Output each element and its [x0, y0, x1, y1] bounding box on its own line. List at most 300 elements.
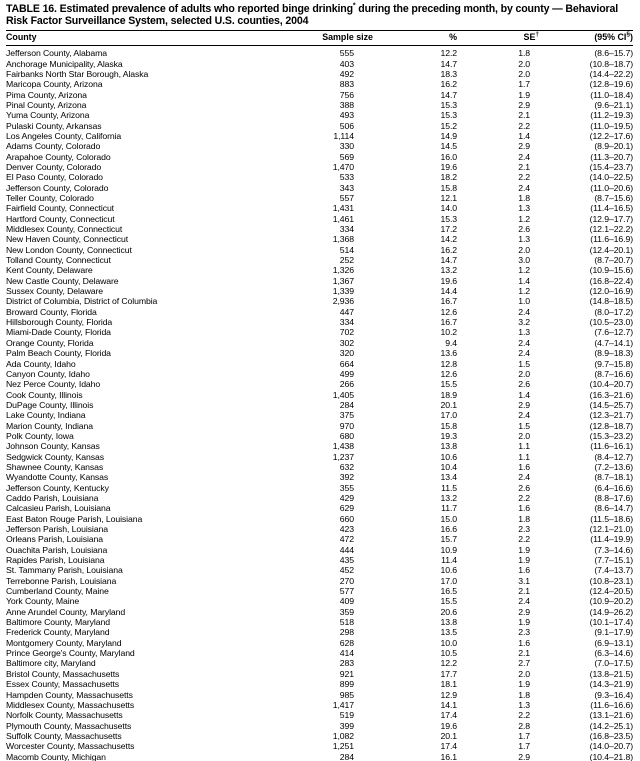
cell-se: 1.2: [518, 286, 530, 297]
cell-sample_size: 444: [339, 544, 354, 555]
cell-sample_size: 970: [339, 420, 354, 431]
table-row: [6, 607, 633, 617]
table-row: [6, 441, 633, 451]
cell-sample_size: 506: [339, 120, 354, 131]
cell-county: New London County, Connecticut: [6, 244, 132, 255]
cell-ci: (14.9–26.2): [589, 606, 633, 617]
cell-pct: 18.9: [440, 389, 457, 400]
column-header-county: County: [6, 31, 311, 46]
cell-sample_size: 493: [339, 110, 354, 121]
cell-se: 2.2: [518, 120, 530, 131]
cell-pct: 14.2: [440, 234, 457, 245]
cell-county: Shawnee County, Kansas: [6, 461, 104, 472]
cell-sample_size: 270: [339, 575, 354, 586]
cell-county: Pulaski County, Arkansas: [6, 120, 102, 131]
cell-pct: 10.4: [440, 461, 457, 472]
cell-ci: (10.1–17.4): [589, 617, 633, 628]
cell-county: Wyandotte County, Kansas: [6, 472, 109, 483]
cell-se: 3.1: [518, 575, 530, 586]
cell-ci: (11.0–19.5): [590, 120, 633, 131]
cell-se: 1.6: [518, 565, 530, 576]
table-row: [6, 46, 633, 59]
cell-ci: (8.7–18.1): [594, 472, 633, 483]
cell-se: 1.2: [518, 213, 530, 224]
cell-ci: (11.6–16.1): [590, 441, 633, 452]
cell-sample_size: 409: [339, 596, 354, 607]
cell-se: 1.8: [518, 193, 530, 203]
cell-sample_size: 1,237: [332, 451, 354, 462]
cell-county: Suffolk County, Massachusetts: [6, 730, 122, 741]
cell-ci: (12.9–17.7): [589, 213, 633, 224]
cell-pct: 13.2: [440, 492, 457, 503]
cell-se: 2.3: [518, 627, 530, 638]
cell-pct: 10.9: [440, 544, 457, 555]
cell-pct: 13.4: [440, 472, 457, 483]
cell-pct: 17.4: [440, 741, 457, 752]
cell-se: 1.9: [518, 555, 530, 566]
cell-pct: 10.2: [440, 327, 457, 338]
cell-sample_size: 514: [339, 244, 354, 255]
cell-county: Polk County, Iowa: [6, 430, 74, 441]
cell-se: 3.2: [518, 317, 530, 328]
cell-county: Montgomery County, Maryland: [6, 637, 122, 648]
cell-pct: 15.3: [440, 213, 457, 224]
cell-se: 2.4: [518, 337, 530, 348]
ci-footnote-marker: §: [626, 31, 631, 39]
cell-pct: 14.1: [440, 699, 457, 710]
table-row: [6, 710, 633, 720]
column-header-sample-size: Sample size: [311, 31, 373, 46]
table-row: [6, 700, 633, 710]
cell-ci: (11.4–19.9): [590, 534, 633, 545]
cell-county: Yuma County, Arizona: [6, 110, 90, 121]
table-row: [6, 338, 633, 348]
cell-pct: 14.7: [440, 89, 457, 100]
cell-county: Jefferson County, Alabama: [6, 48, 108, 59]
cell-ci: (8.9–18.3): [594, 348, 633, 359]
table-row: [6, 90, 633, 100]
cell-county: Ouachita Parish, Louisiana: [6, 544, 108, 555]
cell-se: 1.3: [518, 699, 530, 710]
cell-ci: (8.7–15.6): [594, 193, 633, 203]
cell-county: Pinal County, Arizona: [6, 99, 87, 110]
cell-ci: (12.8–19.6): [589, 79, 633, 90]
cell-pct: 19.6: [440, 275, 457, 286]
cell-se: 2.4: [518, 151, 530, 162]
cell-sample_size: 1,082: [332, 730, 354, 741]
cell-ci: (15.4–23.7): [589, 161, 633, 172]
cell-ci: (6.3–14.6): [594, 648, 633, 659]
table-row: [6, 162, 633, 172]
cell-pct: 16.7: [440, 296, 457, 307]
table-row: [6, 390, 633, 400]
cell-pct: 12.8: [440, 358, 457, 369]
table-row: [6, 141, 633, 151]
cell-pct: 17.4: [440, 710, 457, 721]
table-row: [6, 69, 633, 79]
table-row: [6, 462, 633, 472]
table-row: [6, 483, 633, 493]
column-header-ci: [539, 31, 633, 46]
table-row: [6, 648, 633, 658]
cell-county: East Baton Rouge Parish, Louisiana: [6, 513, 143, 524]
cell-ci: (12.1–22.2): [589, 224, 633, 235]
cell-county: Pima County, Arizona: [6, 89, 87, 100]
cell-pct: 16.1: [440, 751, 457, 761]
cell-sample_size: 1,431: [332, 203, 354, 214]
cell-se: 2.0: [518, 668, 530, 679]
cell-pct: 15.2: [440, 120, 457, 131]
table-row: [6, 658, 633, 668]
cell-pct: 20.1: [440, 730, 457, 741]
cell-pct: 16.7: [440, 317, 457, 328]
cell-se: 2.9: [518, 751, 530, 761]
cell-sample_size: 883: [339, 79, 354, 90]
cell-se: 2.9: [518, 141, 530, 152]
cell-sample_size: 435: [339, 555, 354, 566]
cell-sample_size: 899: [339, 679, 354, 690]
cell-ci: (11.0–20.6): [590, 182, 633, 193]
cell-county: Tolland County, Connecticut: [6, 255, 111, 266]
cell-sample_size: 577: [339, 586, 354, 597]
cell-sample_size: 492: [339, 68, 354, 79]
table-row: [6, 121, 633, 131]
cell-se: 3.0: [518, 255, 530, 266]
cell-county: Broward County, Florida: [6, 306, 97, 317]
cell-se: 1.0: [518, 296, 530, 307]
cell-county: Macomb County, Michigan: [6, 751, 106, 761]
table-row: [6, 545, 633, 555]
table-row: [6, 452, 633, 462]
cell-pct: 15.7: [440, 534, 457, 545]
cell-ci: (7.3–14.6): [594, 544, 633, 555]
cell-se: 1.4: [518, 275, 530, 286]
cell-county: Terrebonne Parish, Louisiana: [6, 575, 117, 586]
cell-county: Baltimore city, Maryland: [6, 658, 96, 669]
cell-se: 1.2: [518, 265, 530, 276]
cell-pct: 13.2: [440, 265, 457, 276]
cell-sample_size: 423: [339, 524, 354, 534]
cell-se: 1.7: [518, 741, 530, 752]
cell-county: Middlesex County, Connecticut: [6, 224, 123, 235]
cell-pct: 20.1: [440, 399, 457, 410]
cell-county: Calcasieu Parish, Louisiana: [6, 503, 111, 514]
cell-sample_size: 1,326: [332, 265, 354, 276]
cell-county: Teller County, Colorado: [6, 193, 94, 203]
cell-sample_size: 921: [339, 668, 354, 679]
table-row: [6, 410, 633, 420]
table-row: [6, 534, 633, 544]
cell-pct: 15.5: [440, 596, 457, 607]
cell-ci: (11.5–18.6): [590, 513, 633, 524]
table-row: [6, 276, 633, 286]
cell-sample_size: 284: [339, 751, 354, 761]
cell-pct: 16.2: [440, 79, 457, 90]
cell-se: 1.8: [518, 689, 530, 700]
table-row: [6, 79, 633, 89]
cell-ci: (8.9–20.1): [594, 141, 633, 152]
cell-se: 2.2: [518, 710, 530, 721]
cell-pct: 15.3: [440, 110, 457, 121]
cell-ci: (10.9–20.2): [589, 596, 633, 607]
cell-sample_size: 388: [339, 99, 354, 110]
cell-ci: (7.4–13.7): [594, 565, 633, 576]
cell-se: 2.4: [518, 596, 530, 607]
cell-ci: (4.7–14.1): [594, 337, 633, 348]
cell-county: Denver County, Colorado: [6, 161, 102, 172]
cell-se: 2.7: [518, 658, 530, 669]
cell-sample_size: 702: [339, 327, 354, 338]
cell-county: Orleans Parish, Louisiana: [6, 534, 103, 545]
table-row: [6, 431, 633, 441]
table-row: [6, 255, 633, 265]
cell-ci: (12.8–18.7): [589, 420, 633, 431]
cell-county: Miami-Dade County, Florida: [6, 327, 111, 338]
cell-ci: (14.2–25.1): [589, 720, 633, 731]
column-header-percent: %: [373, 31, 457, 46]
cell-se: 2.2: [518, 172, 530, 183]
cell-county: Orange County, Florida: [6, 337, 94, 348]
cell-pct: 12.6: [440, 306, 457, 317]
table-title-footnote-marker: *: [352, 2, 356, 10]
cell-ci: (8.7–16.6): [594, 368, 633, 379]
cell-se: 2.1: [518, 648, 530, 659]
cell-pct: 17.0: [440, 410, 457, 421]
cell-ci: (11.2–19.3): [590, 110, 633, 121]
cell-county: St. Tammany Parish, Louisiana: [6, 565, 123, 576]
cell-county: Frederick County, Maryland: [6, 627, 110, 638]
table-header: [6, 31, 633, 46]
cell-county: Norfolk County, Massachusetts: [6, 710, 123, 721]
table-row: [6, 617, 633, 627]
cell-pct: 17.0: [440, 575, 457, 586]
cell-county: York County, Maine: [6, 596, 80, 607]
cell-pct: 10.6: [440, 451, 457, 462]
cell-se: 2.6: [518, 224, 530, 235]
cell-se: 2.2: [518, 534, 530, 545]
cell-se: 1.1: [518, 451, 530, 462]
cell-ci: (8.6–14.7): [594, 503, 633, 514]
table-row: [6, 183, 633, 193]
cell-se: 1.6: [518, 503, 530, 514]
cell-se: 1.4: [518, 130, 530, 141]
cell-se: 1.3: [518, 234, 530, 245]
table-row: [6, 131, 633, 141]
cell-ci: (7.7–15.1): [594, 555, 633, 566]
cell-ci: (8.7–20.7): [594, 255, 633, 266]
cell-ci: (10.4–20.7): [589, 379, 633, 390]
cell-se: 2.4: [518, 472, 530, 483]
cell-se: 1.8: [518, 48, 530, 59]
cell-pct: 13.8: [440, 441, 457, 452]
table-row: [6, 627, 633, 637]
cell-sample_size: 359: [339, 606, 354, 617]
cell-pct: 13.8: [440, 617, 457, 628]
cell-sample_size: 284: [339, 399, 354, 410]
cell-se: 2.4: [518, 182, 530, 193]
cell-sample_size: 632: [339, 461, 354, 472]
table-row: [6, 721, 633, 731]
table-row: [6, 152, 633, 162]
cell-se: 2.4: [518, 306, 530, 317]
table-row: [6, 669, 633, 679]
cell-sample_size: 414: [339, 648, 354, 659]
cell-county: Caddo Parish, Louisiana: [6, 492, 99, 503]
cell-se: 2.4: [518, 348, 530, 359]
cell-se: 2.3: [518, 524, 530, 534]
cell-se: 1.5: [518, 420, 530, 431]
cell-se: 2.8: [518, 720, 530, 731]
cell-ci: (12.1–21.0): [589, 524, 633, 534]
table-header-row: [6, 31, 633, 46]
cell-county: Baltimore County, Maryland: [6, 617, 110, 628]
cell-ci: (13.1–21.6): [589, 710, 633, 721]
cell-sample_size: 343: [339, 182, 354, 193]
table-row: [6, 307, 633, 317]
table-row: [6, 576, 633, 586]
cell-pct: 10.0: [440, 637, 457, 648]
table-row: [6, 359, 633, 369]
cell-pct: 19.6: [440, 720, 457, 731]
cell-sample_size: 1,367: [332, 275, 354, 286]
cell-pct: 14.5: [440, 141, 457, 152]
cell-pct: 15.0: [440, 513, 457, 524]
table-row: [6, 596, 633, 606]
cell-ci: (8.8–17.6): [594, 492, 633, 503]
cell-se: 2.4: [518, 410, 530, 421]
cell-se: 1.7: [518, 730, 530, 741]
cell-pct: 16.6: [440, 524, 457, 534]
cell-sample_size: 403: [339, 58, 354, 69]
cell-ci: (10.4–21.8): [589, 751, 633, 761]
table-row: [6, 317, 633, 327]
cell-county: Fairfield County, Connecticut: [6, 203, 114, 214]
cell-county: Sedgwick County, Kansas: [6, 451, 104, 462]
cell-se: 2.0: [518, 68, 530, 79]
table-row: [6, 234, 633, 244]
cell-ci: (11.0–18.4): [590, 89, 633, 100]
table-row: [6, 348, 633, 358]
cell-sample_size: 399: [339, 720, 354, 731]
cell-ci: (14.8–18.5): [589, 296, 633, 307]
table-row: [6, 690, 633, 700]
cell-se: 2.9: [518, 99, 530, 110]
cell-pct: 14.4: [440, 286, 457, 297]
cell-sample_size: 1,405: [332, 389, 354, 400]
cell-se: 1.3: [518, 327, 530, 338]
cell-pct: 13.6: [440, 348, 457, 359]
cell-se: 2.9: [518, 399, 530, 410]
table-row: [6, 524, 633, 534]
cell-sample_size: 499: [339, 368, 354, 379]
cell-sample_size: 283: [339, 658, 354, 669]
cell-se: 2.0: [518, 430, 530, 441]
table-row: [6, 214, 633, 224]
cell-county: Cumberland County, Maine: [6, 586, 109, 597]
cell-county: Adams County, Colorado: [6, 141, 101, 152]
cell-county: Fairbanks North Star Borough, Alaska: [6, 68, 149, 79]
cell-se: 1.3: [518, 203, 530, 214]
cell-sample_size: 452: [339, 565, 354, 576]
cell-ci: (16.8–22.4): [589, 275, 633, 286]
cell-pct: 14.0: [440, 203, 457, 214]
cell-county: Worcester County, Massachusetts: [6, 741, 135, 752]
cell-pct: 11.4: [441, 555, 457, 566]
cell-county: Cook County, Illinois: [6, 389, 83, 400]
cell-ci: (14.3–21.9): [589, 679, 633, 690]
table-title-line2: Risk Factor Surveillance System, selected U.S. counties, 2004: [6, 14, 309, 27]
table-title-line1-post: during the preceding month, by county — Behavioral: [355, 3, 619, 15]
cell-sample_size: 680: [339, 430, 354, 441]
cell-sample_size: 1,114: [333, 130, 354, 141]
cell-ci: (7.2–13.6): [594, 461, 633, 472]
cell-pct: 9.4: [445, 337, 457, 348]
table-row: [6, 224, 633, 234]
cell-se: 1.9: [518, 617, 530, 628]
cell-sample_size: 569: [339, 151, 354, 162]
cell-pct: 17.7: [440, 668, 457, 679]
cell-ci: (16.3–21.6): [589, 389, 633, 400]
cell-ci: (11.6–16.6): [590, 699, 633, 710]
cell-county: Marion County, Indiana: [6, 420, 93, 431]
cell-sample_size: 2,936: [332, 296, 354, 307]
cell-pct: 12.2: [440, 48, 457, 59]
column-header-se: [457, 31, 539, 46]
cell-sample_size: 252: [339, 255, 354, 266]
cell-sample_size: 334: [339, 224, 354, 235]
table-row: [6, 327, 633, 337]
cell-ci: (6.9–13.1): [594, 637, 633, 648]
cell-sample_size: 628: [339, 637, 354, 648]
cell-ci: (6.4–16.6): [594, 482, 633, 493]
cell-sample_size: 629: [339, 503, 354, 514]
cell-pct: 14.7: [440, 255, 457, 266]
cell-ci: (14.0–20.7): [589, 741, 633, 752]
cell-county: Rapides Parish, Louisiana: [6, 555, 105, 566]
cell-county: Palm Beach County, Florida: [6, 348, 111, 359]
cell-ci: (12.2–17.6): [589, 130, 633, 141]
cell-ci: (12.0–16.9): [589, 286, 633, 297]
cell-county: Prince George's County, Maryland: [6, 648, 135, 659]
table-row: [6, 731, 633, 741]
table-row: [6, 555, 633, 565]
cell-se: 2.1: [518, 586, 530, 597]
cell-ci: (9.6–21.1): [594, 99, 633, 110]
cell-pct: 18.1: [440, 679, 457, 690]
cell-se: 1.6: [518, 637, 530, 648]
cell-ci: (14.4–22.2): [589, 68, 633, 79]
cell-pct: 12.9: [440, 689, 457, 700]
cell-county: Nez Perce County, Idaho: [6, 379, 101, 390]
table-row: [6, 421, 633, 431]
table-row: [6, 172, 633, 182]
se-label: SE: [523, 32, 536, 43]
table-title-line1-pre: TABLE 16. Estimated prevalence of adults who reported binge drinking: [6, 3, 353, 15]
cell-ci: (9.7–15.8): [594, 358, 633, 369]
se-footnote-marker: †: [535, 31, 539, 39]
cell-pct: 16.5: [440, 586, 457, 597]
cell-ci: (7.6–12.7): [594, 327, 633, 338]
cell-se: 2.9: [518, 606, 530, 617]
cell-pct: 15.8: [440, 420, 457, 431]
cell-county: Sussex County, Delaware: [6, 286, 104, 297]
cell-se: 1.5: [518, 358, 530, 369]
cell-se: 2.0: [518, 244, 530, 255]
cell-sample_size: 392: [339, 472, 354, 483]
cell-sample_size: 302: [339, 337, 354, 348]
cell-sample_size: 1,470: [332, 161, 354, 172]
cell-se: 1.4: [518, 389, 530, 400]
